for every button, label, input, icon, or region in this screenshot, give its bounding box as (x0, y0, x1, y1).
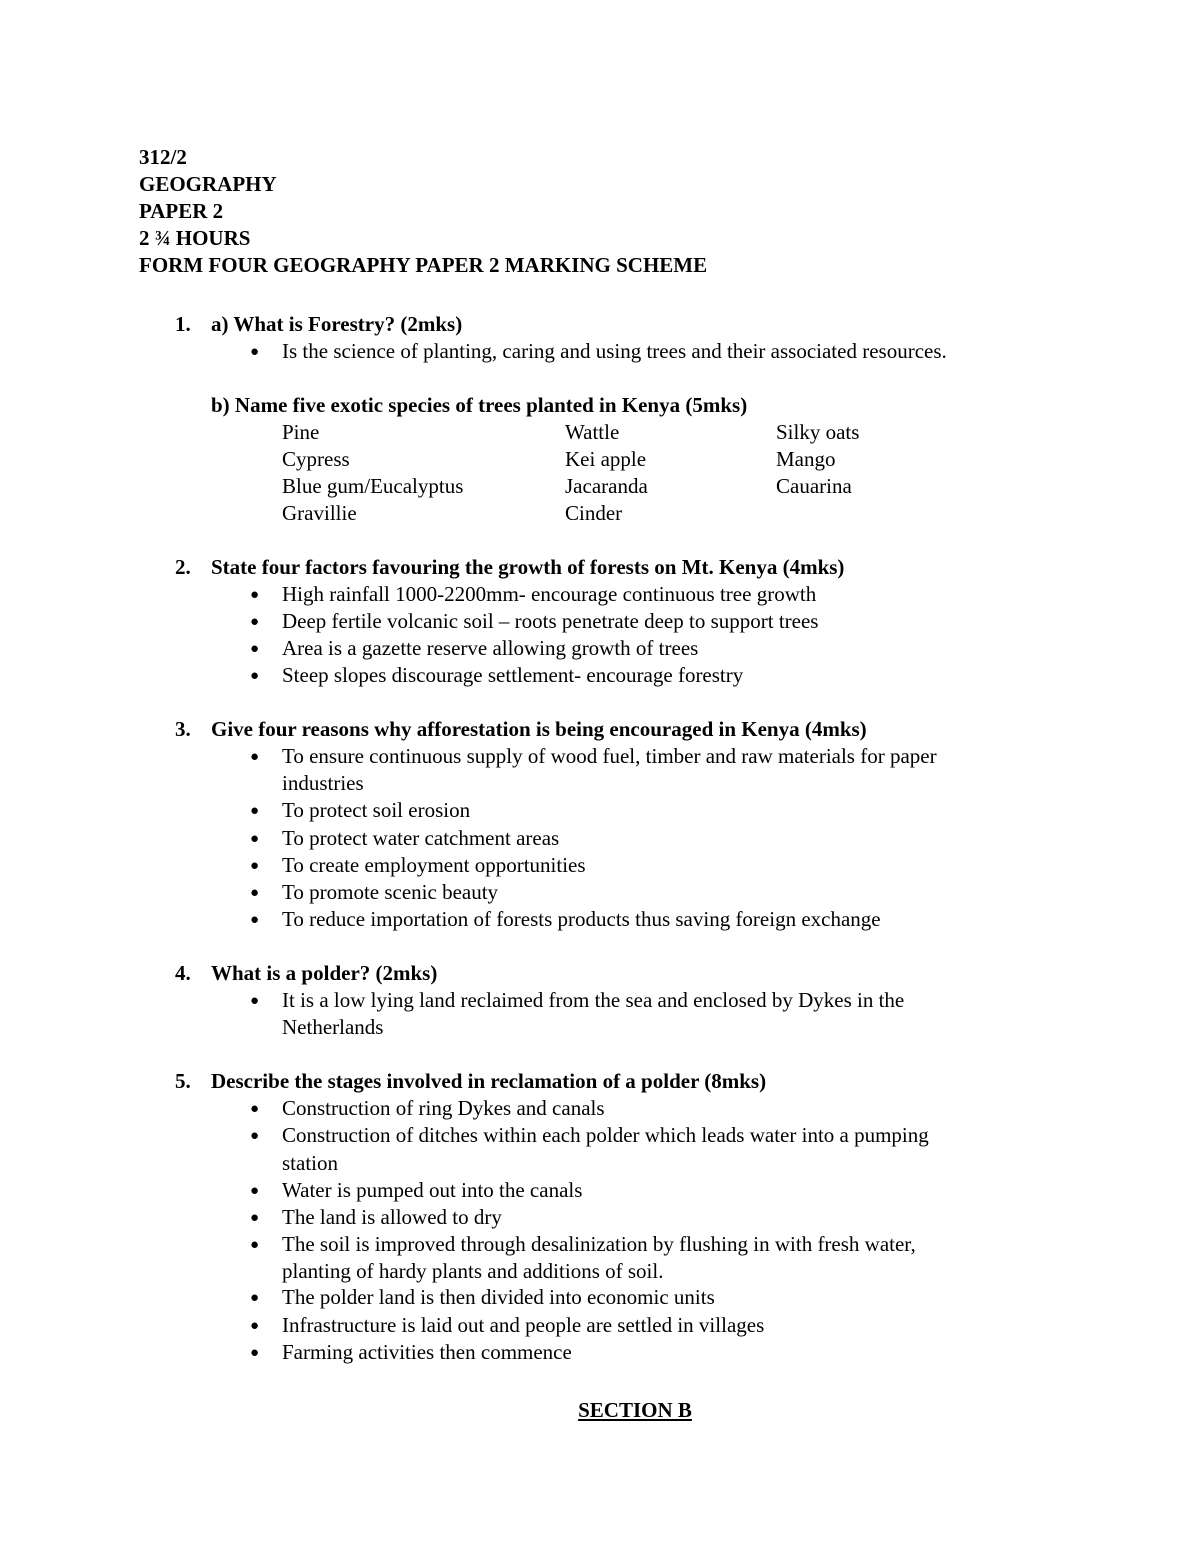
answer-item: To promote scenic beauty (282, 880, 499, 904)
bullet-icon: ● (250, 1128, 260, 1144)
bullet-icon: ● (250, 1101, 260, 1117)
bullet-icon: ● (250, 1290, 260, 1306)
section-heading: SECTION B (578, 1398, 692, 1422)
question-text: Describe the stages involved in reclamation of a polder (8mks) (211, 1069, 767, 1093)
bullet-icon: ● (250, 885, 260, 901)
bullet-icon: ● (250, 614, 260, 630)
bullet-icon: ● (250, 344, 260, 360)
bullet-icon: ● (250, 1210, 260, 1226)
subject-title: GEOGRAPHY (139, 172, 277, 196)
answer-item-continuation: planting of hardy plants and additions of soil. (282, 1259, 664, 1283)
answer-item: Construction of ditches within each polder which leads water into a pumping (282, 1123, 929, 1147)
table-cell: Gravillie (282, 501, 357, 525)
table-cell: Mango (776, 447, 836, 471)
bullet-icon: ● (250, 993, 260, 1009)
bullet-icon: ● (250, 858, 260, 874)
bullet-icon: ● (250, 668, 260, 684)
question-text: a) What is Forestry? (2mks) (211, 312, 463, 336)
answer-item-continuation: station (282, 1151, 338, 1175)
paper-duration: 2 ¾ HOURS (139, 226, 251, 250)
bullet-icon: ● (250, 641, 260, 657)
bullet-icon: ● (250, 587, 260, 603)
answer-item: It is a low lying land reclaimed from the sea and enclosed by Dykes in the (282, 988, 905, 1012)
answer-item: To ensure continuous supply of wood fuel, timber and raw materials for paper (282, 744, 937, 768)
question-text: Give four reasons why afforestation is being encouraged in Kenya (4mks) (211, 717, 867, 741)
question-number: 2. (175, 555, 191, 579)
answer-item: To create employment opportunities (282, 853, 586, 877)
question-number: 5. (175, 1069, 191, 1093)
bullet-icon: ● (250, 1345, 260, 1361)
question-text: What is a polder? (2mks) (211, 961, 438, 985)
bullet-icon: ● (250, 1318, 260, 1334)
table-cell: Cypress (282, 447, 350, 471)
table-cell: Kei apple (565, 447, 647, 471)
question-number: 3. (175, 717, 191, 741)
answer-item: Deep fertile volcanic soil – roots penetrate deep to support trees (282, 609, 819, 633)
table-cell: Wattle (565, 420, 620, 444)
answer-item: The land is allowed to dry (282, 1205, 502, 1229)
bullet-icon: ● (250, 749, 260, 765)
answer-item: To reduce importation of forests products thus saving foreign exchange (282, 907, 881, 931)
bullet-icon: ● (250, 912, 260, 928)
bullet-icon: ● (250, 831, 260, 847)
question-number: 4. (175, 961, 191, 985)
answer-item: To protect soil erosion (282, 798, 471, 822)
answer-item: Steep slopes discourage settlement- encourage forestry (282, 663, 744, 687)
answer-item: Water is pumped out into the canals (282, 1178, 583, 1202)
answer-item: Farming activities then commence (282, 1340, 572, 1364)
table-cell: Pine (282, 420, 320, 444)
answer-item: Infrastructure is laid out and people are settled in villages (282, 1313, 765, 1337)
answer-item: To protect water catchment areas (282, 826, 560, 850)
paper-code: 312/2 (139, 145, 187, 169)
table-cell: Cauarina (776, 474, 852, 498)
question-text: State four factors favouring the growth of forests on Mt. Kenya (4mks) (211, 555, 845, 579)
document-title: FORM FOUR GEOGRAPHY PAPER 2 MARKING SCHEME (139, 253, 708, 277)
question-number: 1. (175, 312, 191, 336)
bullet-icon: ● (250, 803, 260, 819)
table-cell: Jacaranda (565, 474, 648, 498)
table-cell: Silky oats (776, 420, 860, 444)
answer-item: Area is a gazette reserve allowing growth of trees (282, 636, 699, 660)
answer-item-continuation: industries (282, 771, 364, 795)
answer-item: The polder land is then divided into economic units (282, 1285, 715, 1309)
table-cell: Cinder (565, 501, 623, 525)
bullet-icon: ● (250, 1237, 260, 1253)
table-cell: Blue gum/Eucalyptus (282, 474, 464, 498)
answer-item: High rainfall 1000-2200mm- encourage continuous tree growth (282, 582, 817, 606)
answer-item-continuation: Netherlands (282, 1015, 384, 1039)
answer-item: The soil is improved through desalinization by flushing in with fresh water, (282, 1232, 916, 1256)
question-text: b) Name five exotic species of trees planted in Kenya (5mks) (211, 393, 748, 417)
answer-item: Is the science of planting, caring and using trees and their associated resources. (282, 339, 947, 363)
bullet-icon: ● (250, 1183, 260, 1199)
paper-number: PAPER 2 (139, 199, 224, 223)
answer-item: Construction of ring Dykes and canals (282, 1096, 605, 1120)
